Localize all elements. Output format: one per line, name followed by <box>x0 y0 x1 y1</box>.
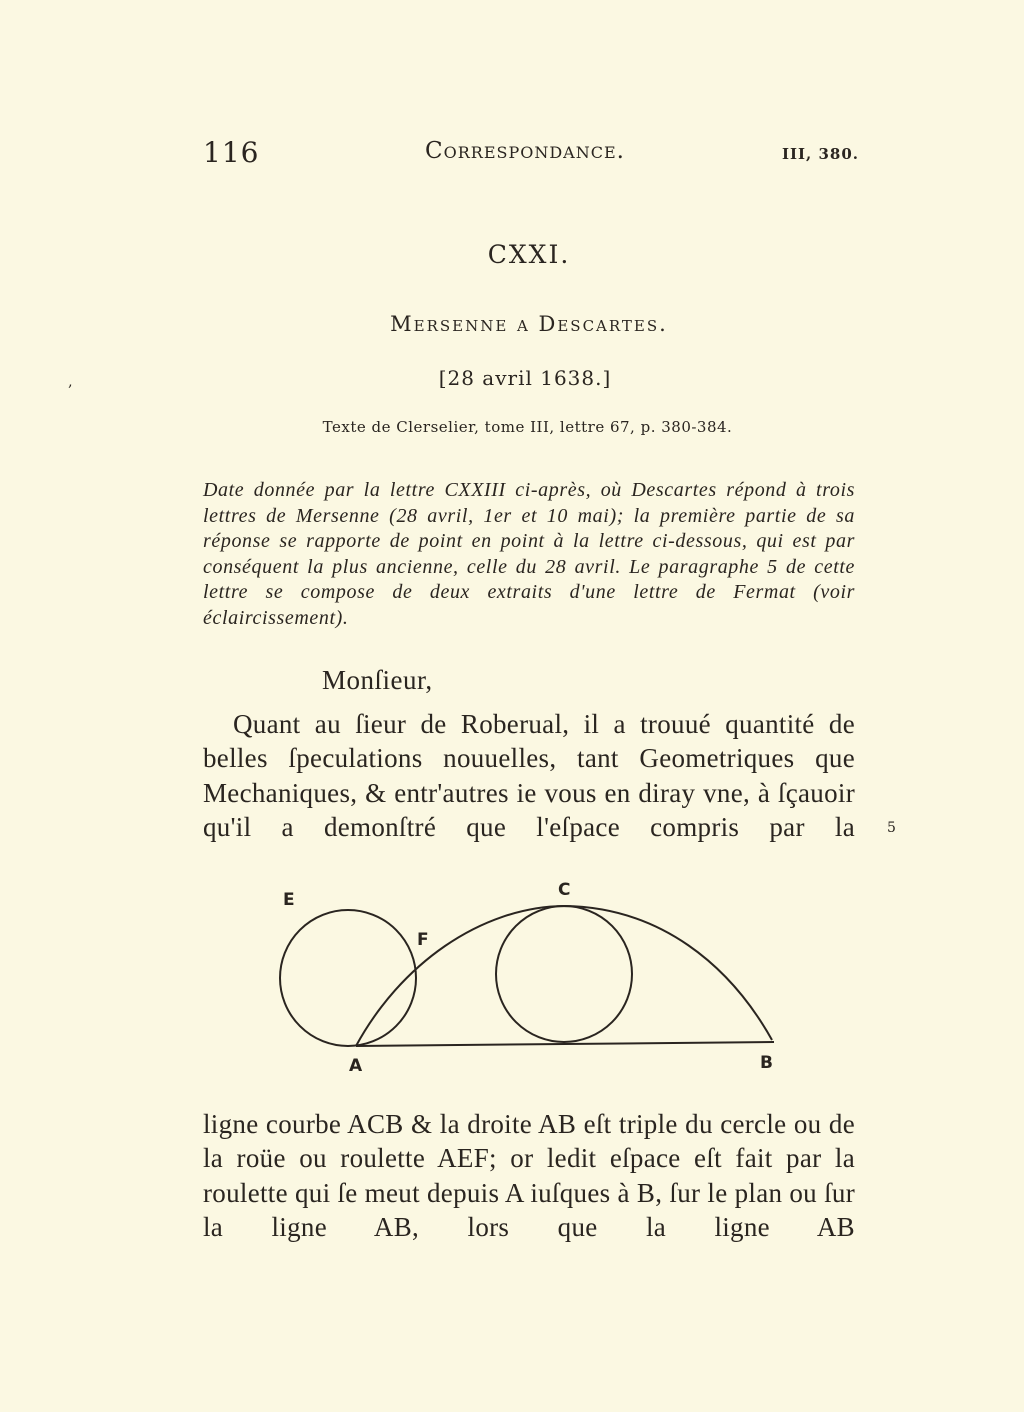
cycloid-figure <box>260 875 800 1085</box>
line-number: 5 <box>887 820 896 836</box>
label-e: E <box>283 890 295 910</box>
label-f: F <box>417 930 429 950</box>
letter-date: [28 avril 1638.] <box>438 366 612 390</box>
page-number: 116 <box>203 136 260 169</box>
letter-correspondents: Mersenne a Descartes. <box>390 312 668 336</box>
margin-mark: ‚ <box>68 374 73 390</box>
letter-paragraph-1: Quant au ſieur de Roberual, il a trouué quantité de belles ſpeculations nouuelles, tant Geometriques que Mechaniques, & entr'autres ie vous en diray vne, à ſçauoir qu'il a demonſtré que l'eſpace compris par la <box>203 709 855 843</box>
label-b: B <box>760 1053 773 1073</box>
salutation: Monſieur, <box>322 665 433 695</box>
folio-reference: III, 380. <box>781 145 859 163</box>
letter-paragraph-2: ligne courbe ACB & la droite AB eſt triple du cercle ou de la roüe ou roulette AEF; or ledit eſpace eſt fait par la roulette qui ſe meut depuis A iuſques à B, ſur le plan ou ſur la ligne AB, lors que la ligne AB <box>203 1109 855 1243</box>
label-c: C <box>558 880 571 900</box>
cycloid-curve <box>356 906 772 1046</box>
generating-circle-left <box>280 910 416 1046</box>
label-a: A <box>349 1056 363 1076</box>
generating-circle-center <box>496 906 632 1042</box>
letter-number: CXXI. <box>487 240 571 269</box>
running-head: Correspondance. <box>425 138 625 164</box>
editorial-introduction: Date donnée par la lettre CXXIII ci-après, où Descartes répond à trois lettres de Mersenne (28 avril, 1er et 10 mai); la première partie de sa réponse se rapporte de point en point à la lettre ci-dessous, qui est par conséquent la plus ancienne, celle du 28 avril. Le paragraphe 5 de cette lettre se compose de deux extraits d'une lettre de Fermat (voir éclaircissement). <box>203 479 855 629</box>
source-note: Texte de Clerselier, tome III, lettre 67, p. 380-384. <box>322 418 733 436</box>
